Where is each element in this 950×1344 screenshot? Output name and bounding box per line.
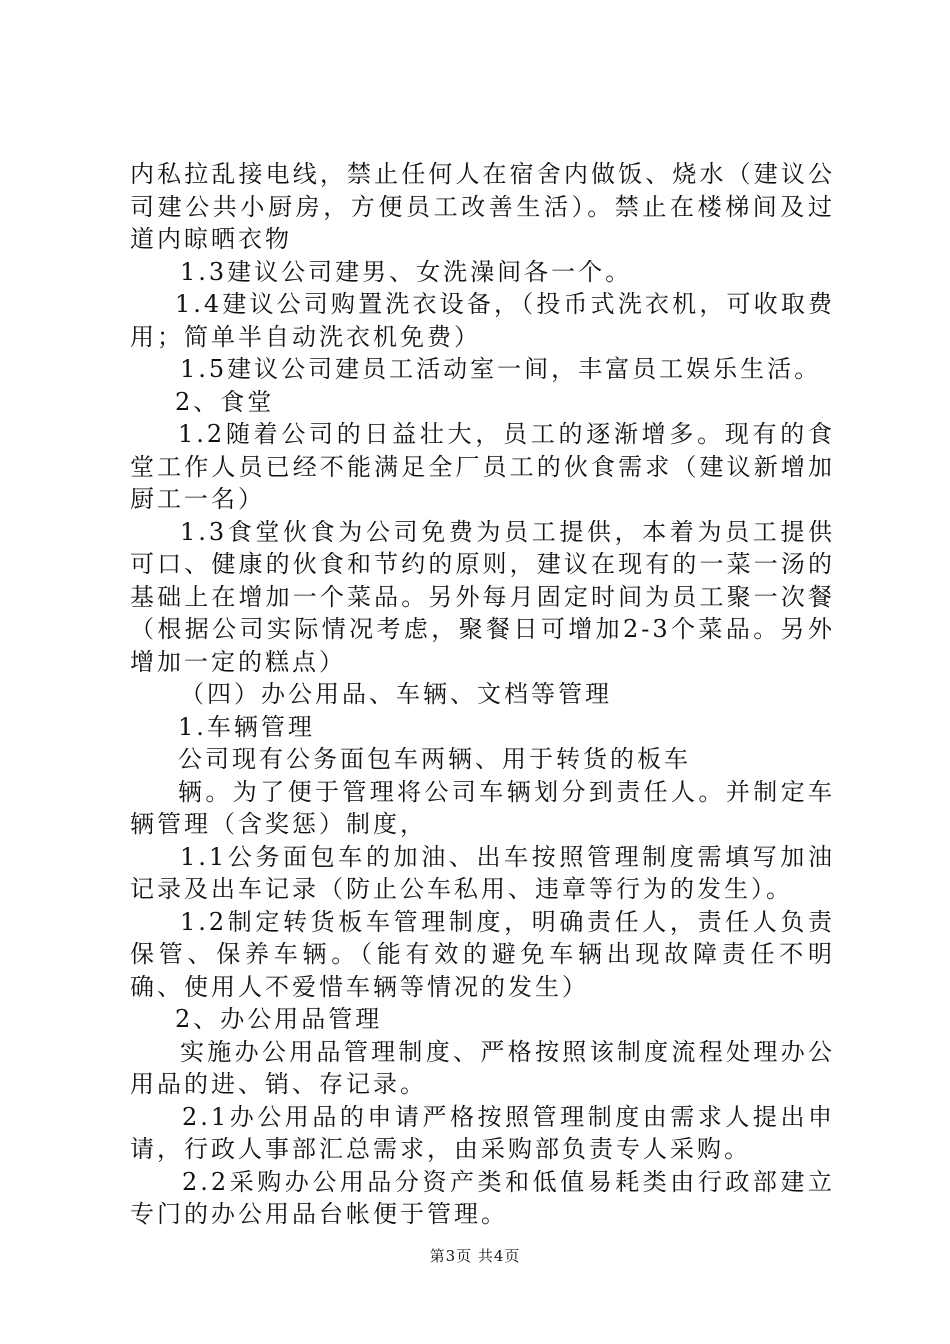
paragraph: 1.5建议公司建员工活动室一间，丰富员工娱乐生活。 [180,355,822,383]
section-heading: 1.车辆管理 [178,712,315,741]
paragraph: 1.3建议公司建男、女洗澡间各一个。 [180,257,633,286]
paragraph: 内私拉乱接电线，禁止任何人在宿舍内做饭、烧水（建议公司建公共小厨房，方便员工改善生活）。禁止在楼梯间及过道内晾晒衣物 [130,160,835,253]
page-number: 第3页 共4页 [429,1247,521,1265]
section-heading: 2、食堂 [175,387,275,416]
section-heading: 2、办公用品管理 [175,1005,383,1033]
paragraph: 公司现有公务面包车两辆、用于转货的板车 [178,745,691,773]
paragraph: 2.1办公用品的申请严格按照管理制度由需求人提出申请，行政人事部汇总需求，由采购部负责专人采购。 [130,1102,835,1163]
paragraph: 1.3食堂伙食为公司免费为员工提供，本着为员工提供可口、健康的伙食和节约的原则，建议在现有的一菜一汤的基础上在增加一个菜品。另外每月固定时间为员工聚一次餐（根据公司实际情况考虑，聚餐日可增加2-3个菜品。另外增加一定的糕点） [130,517,835,676]
paragraph: 实施办公用品管理制度、严格按照该制度流程处理办公用品的进、销、存记录。 [130,1037,835,1098]
paragraph: 1.1公务面包车的加油、出车按照管理制度需填写加油记录及出车记录（防止公车私用、违章等行为的发生）。 [130,842,835,903]
paragraph: 1.2制定转货板车管理制度，明确责任人，责任人负责保管、保养车辆。（能有效的避免车辆出现故障责任不明确、使用人不爱惜车辆等情况的发生） [130,907,835,1001]
paragraph: 1.2随着公司的日益壮大，员工的逐渐增多。现有的食堂工作人员已经不能满足全厂员工的伙食需求（建议新增加厨工一名） [130,420,835,513]
section-heading: （四）办公用品、车辆、文档等管理 [180,680,612,708]
page-footer [0,1245,950,1266]
paragraph: 1.4建议公司购置洗衣设备，（投币式洗衣机，可收取费用；简单半自动洗衣机免费） [130,290,835,351]
paragraph: 辆。为了便于管理将公司车辆划分到责任人。并制定车辆管理（含奖惩）制度， [130,777,835,838]
document-body [130,158,835,1231]
paragraph: 2.2采购办公用品分资产类和低值易耗类由行政部建立专门的办公用品台帐便于管理。 [130,1167,835,1228]
